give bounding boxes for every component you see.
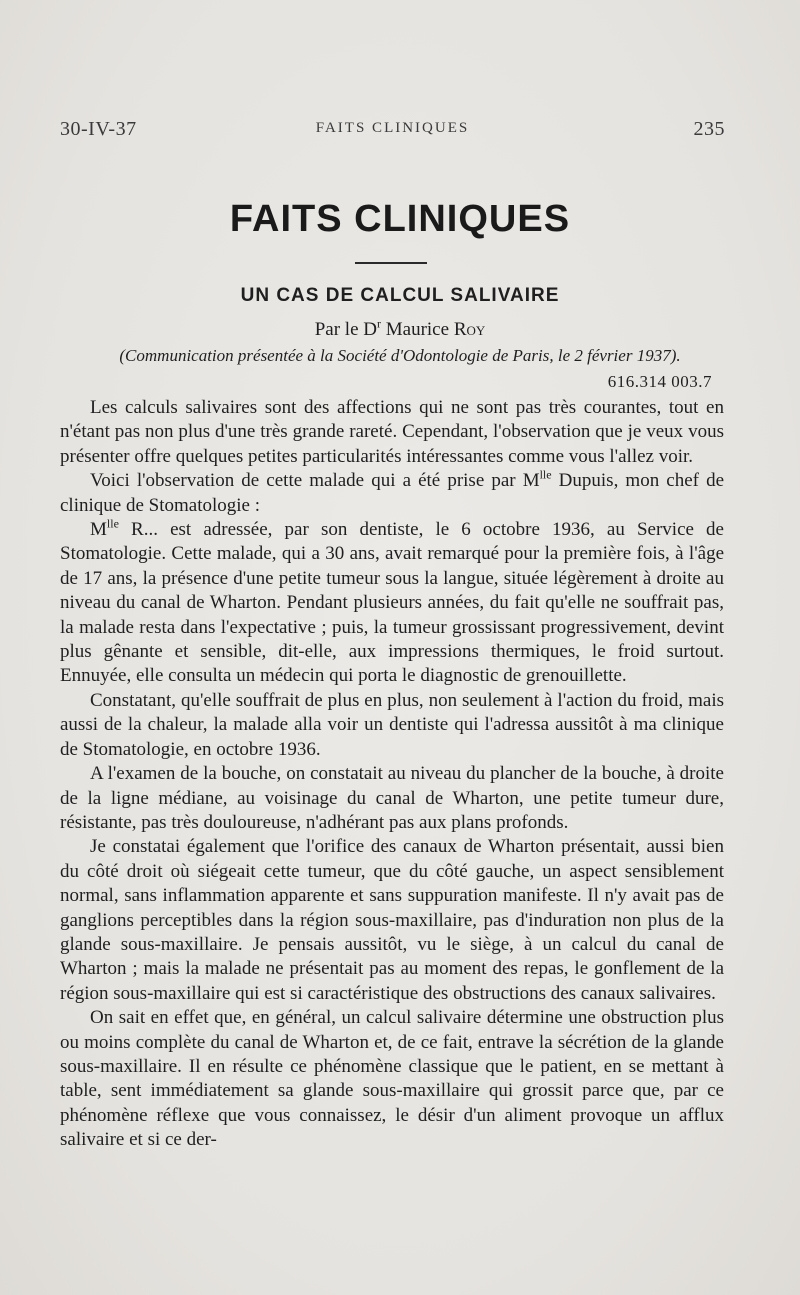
byline-prefix: Par le D: [314, 319, 377, 340]
paragraph-5: A l'examen de la bouche, on constatait au niveau du plancher de la bouche, à droite de la ligne médiane, au voisinage du canal de Wharton, une petite tumeur dure, résistante, pas très douloureuse, n'adhérant pas aux plans profonds.: [60, 763, 724, 833]
paragraph-2-sup: lle: [539, 467, 552, 482]
section-title: FAITS CLINIQUES: [229, 198, 571, 240]
communication-note: (Communication présentée à la Société d'Odontologie de Paris, le 2 février 1937).: [119, 346, 681, 365]
paragraph-2: [60, 469, 724, 518]
running-head: [60, 118, 725, 144]
title-divider: [355, 262, 427, 264]
byline: [0, 316, 800, 341]
paragraph-3-sup: lle: [106, 516, 119, 531]
author-last-name: Roy: [453, 319, 486, 340]
paragraph-3-text-a: M: [90, 519, 107, 541]
running-head-section: FAITS CLINIQUES: [315, 120, 470, 136]
paragraph-4: Constatant, qu'elle souffrait de plus en plus, non seulement à l'action du froid, mais aussi de la chaleur, la malade alla voir un dentiste qui l'adressa aussitôt à ma clinique de Stomatologie, en octobre 1936.: [60, 689, 724, 760]
paragraph-1: Les calculs salivaires sont des affections qui ne sont pas très courantes, tout en n'étant pas non plus d'une très grande rareté. Cependant, l'observation que je veux vous présenter offre quelques petites particularités intéressantes comme vous l'allez voir.: [60, 397, 724, 467]
article-title: UN CAS DE CALCUL SALIVAIRE: [240, 285, 560, 306]
classification-code: 616.314 003.7: [607, 372, 712, 391]
paragraph-2-text-a: Voici l'observation de cette malade qui a été prise par M: [90, 470, 540, 492]
running-head-date: 30-IV-37: [60, 118, 137, 140]
page-number: 235: [693, 118, 725, 140]
author-first-name: Maurice: [385, 319, 450, 340]
byline-sup: r: [377, 316, 381, 331]
paragraph-3: [60, 518, 724, 689]
paragraph-3-text-b: R... est adressée, par son dentiste, le 6 octobre 1936, au Service de Stomatologie. Cette malade, qui a 30 ans, avait remarqué pour la première fois, à l'âge de 17 ans, la présence d'une petite tumeur sous la langue, située légèrement à droite au niveau du canal de Wharton. Pendant plusieurs années, du fait qu'elle ne souffrait pas, la malade resta dans l'expectative ; puis, la tumeur grossissant progressivement, devint plus gênante et sensible, dit-elle, aux impressions thermiques, le froid surtout. Ennuyée, elle consulta un médecin qui porta le diagnostic de grenouillette.: [60, 519, 724, 687]
paragraph-6: Je constatai également que l'orifice des canaux de Wharton présentait, aussi bien du côté droit où siégeait cette tumeur, que du côté gauche, un aspect sensiblement normal, sans inflammation apparente et sans suppuration manifeste. Il n'y avait pas de ganglions perceptibles dans la région sous-maxillaire, pas d'induration non plus de la glande sous-maxillaire. Je pensais aussitôt, vu le siège, à un calcul du canal de Wharton ; mais la malade ne présentait pas au moment des repas, le gonflement de la région sous-maxillaire qui est si caractéristique des obstructions des canaux salivaires.: [60, 836, 724, 1004]
paragraph-7: On sait en effet que, en général, un calcul salivaire détermine une obstruction plus ou moins complète du canal de Wharton et, de ce fait, entrave la sécrétion de la glande sous-maxillaire. Il en résulte ce phénomène classique que le patient, en se mettant à table, sent immédiatement sa glande sous-maxillaire qui grossit parce que, par ce phénomène réflexe que vous connaissez, le désir d'un aliment provoque un afflux salivaire et si ce der-: [60, 1007, 724, 1151]
article-body: [60, 396, 724, 1153]
paragraph-2-text-b: Dupuis, mon chef de clinique de Stomatologie :: [60, 470, 724, 516]
